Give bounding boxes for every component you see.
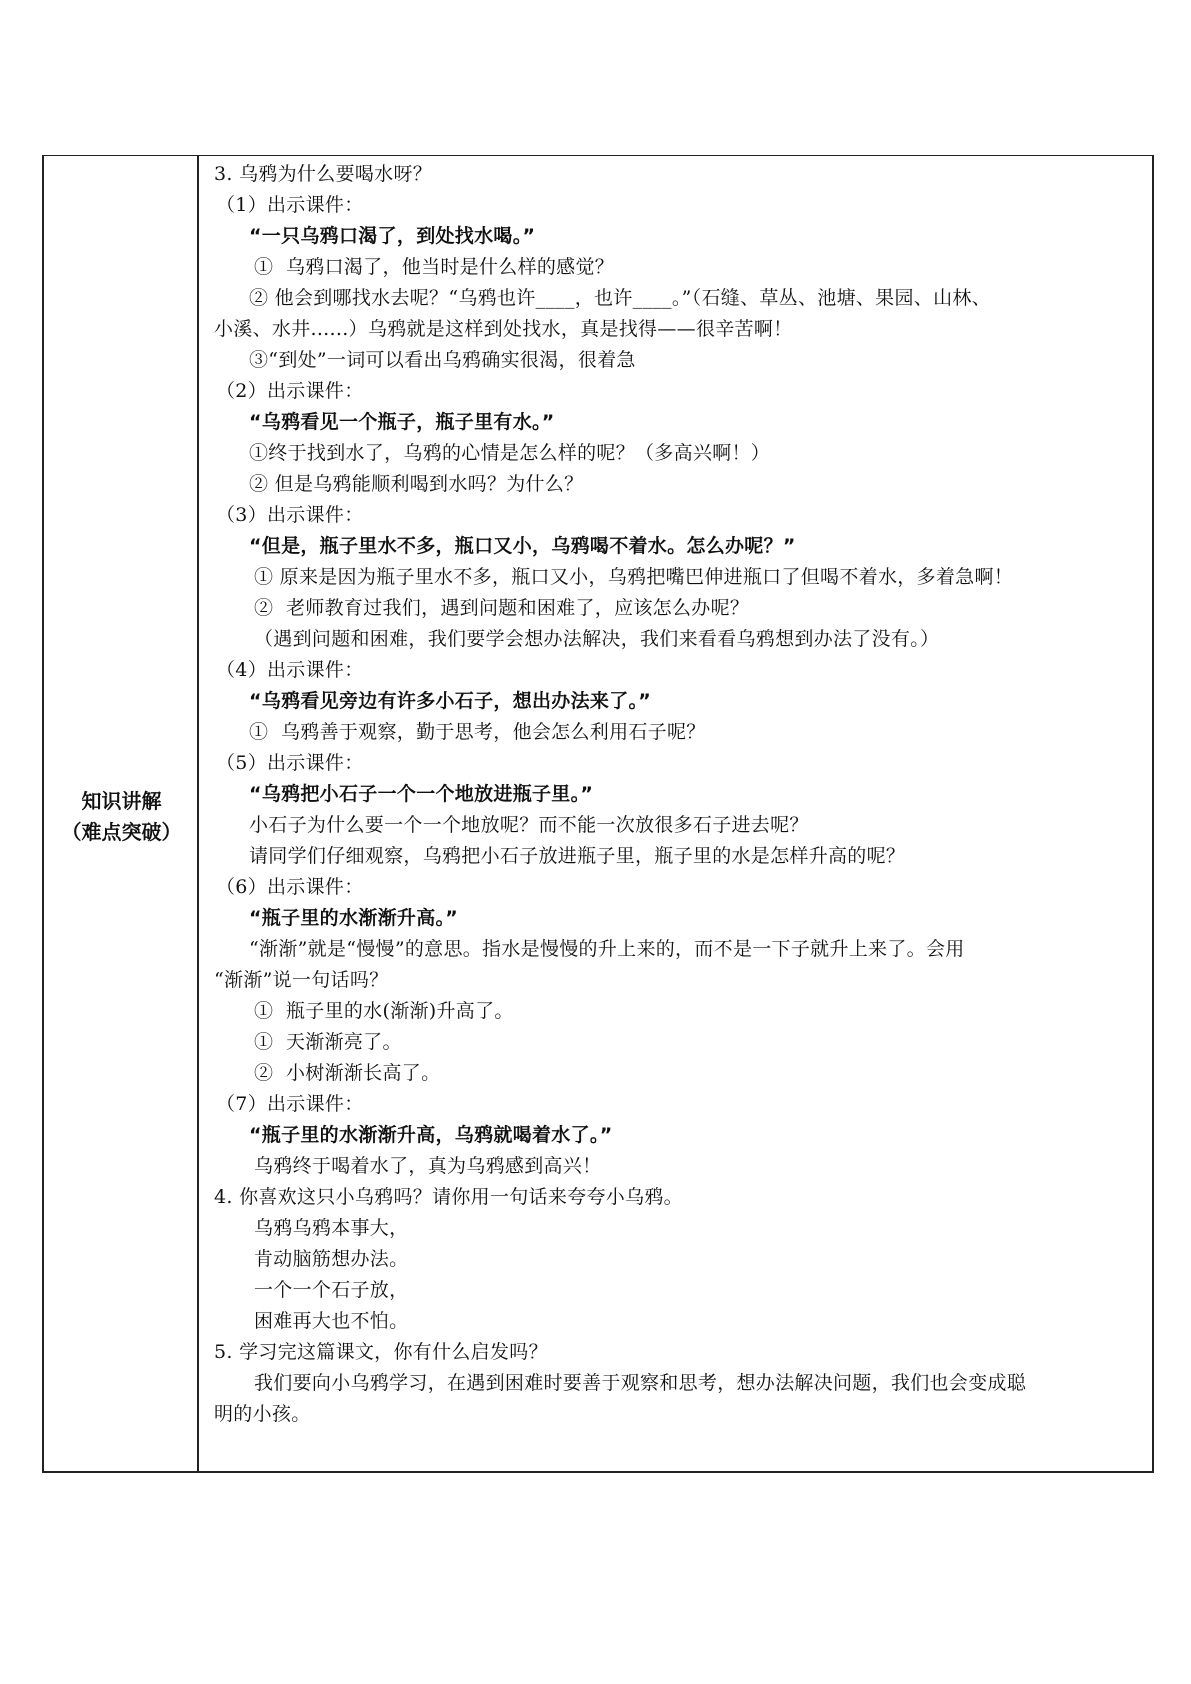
text-line: 小溪、水井......）乌鸦就是这样到处找水，真是找得——很辛苦啊！ <box>214 318 793 340</box>
text-line: ① 天渐渐亮了。 <box>254 1031 402 1053</box>
quote-line: “瓶子里的水渐渐升高，乌鸦就喝着水了。” <box>249 1124 613 1146</box>
text-line: ① 乌鸦善于观察，勤于思考，他会怎么利用石子呢？ <box>249 721 706 743</box>
text-line: （1）出示课件： <box>216 194 364 216</box>
section-label-line2: （难点突破） <box>61 820 182 844</box>
text-line: ③“到处”一词可以看出乌鸦确实很渴，很着急 <box>249 349 636 371</box>
text-line: “渐渐”说一句话吗？ <box>214 969 389 991</box>
lesson-table <box>42 155 1154 1473</box>
section-label <box>44 786 199 848</box>
quote-line: “乌鸦把小石子一个一个地放进瓶子里。” <box>249 783 594 805</box>
text-line: 乌鸦终于喝着水了，真为乌鸦感到高兴！ <box>254 1155 602 1177</box>
lesson-content <box>214 159 1144 1430</box>
text-line: 困难再大也不怕。 <box>254 1310 409 1332</box>
text-line: 明的小孩。 <box>214 1403 311 1425</box>
text-line: 乌鸦乌鸦本事大， <box>254 1217 409 1239</box>
section-label-line1: 知识讲解 <box>81 789 162 813</box>
text-line: ② 但是乌鸦能顺利喝到水吗？为什么？ <box>249 473 584 495</box>
text-line: 我们要向小乌鸦学习，在遇到困难时要善于观察和思考，想办法解决问题，我们也会变成聪 <box>254 1372 1027 1394</box>
text-line: （6）出示课件： <box>216 876 364 898</box>
text-line: （7）出示课件： <box>216 1093 364 1115</box>
text-line: 小石子为什么要一个一个地放呢？而不能一次放很多石子进去呢？ <box>249 814 809 836</box>
quote-line: “乌鸦看见一个瓶子，瓶子里有水。” <box>249 411 555 433</box>
text-line: “渐渐”就是“慢慢”的意思。指水是慢慢的升上来的，而不是一下子就升上来了。会用 <box>249 938 965 960</box>
text-line: （3）出示课件： <box>216 504 364 526</box>
text-line: 3. 乌鸦为什么要喝水呀？ <box>214 163 433 185</box>
text-line: ② 小树渐渐长高了。 <box>254 1062 441 1084</box>
text-line: （5）出示课件： <box>216 752 364 774</box>
text-line: （2）出示课件： <box>216 380 364 402</box>
text-line: （遇到问题和困难，我们要学会想办法解决，我们来看看乌鸦想到办法了没有。） <box>254 628 940 650</box>
text-line: ② 老师教育过我们，遇到问题和困难了，应该怎么办呢？ <box>254 597 750 619</box>
text-line: 肯动脑筋想办法。 <box>254 1248 409 1270</box>
quote-line: “一只乌鸦口渴了，到处找水喝。” <box>249 225 536 247</box>
text-line: （4）出示课件： <box>216 659 364 681</box>
text-line: 一个一个石子放， <box>254 1279 409 1301</box>
text-line: ①终于找到水了，乌鸦的心情是怎么样的呢？（多高兴啊！） <box>249 442 771 464</box>
text-line: 5. 学习完这篇课文，你有什么启发吗？ <box>214 1341 548 1363</box>
quote-line: “瓶子里的水渐渐升高。” <box>249 907 459 929</box>
text-line: ① 原来是因为瓶子里水不多，瓶口又小，乌鸦把嘴巴伸进瓶口了但喝不着水，多着急啊！ <box>254 566 1014 588</box>
text-line: 请同学们仔细观察，乌鸦把小石子放进瓶子里，瓶子里的水是怎样升高的呢？ <box>249 845 906 867</box>
text-line: 4. 你喜欢这只小乌鸦吗？请你用一句话来夸夸小乌鸦。 <box>214 1186 683 1208</box>
text-line: ① 乌鸦口渴了，他当时是什么样的感觉？ <box>254 256 615 278</box>
section-label-cell <box>44 156 199 1471</box>
text-line: ② 他会到哪找水去呢？“乌鸦也许____，也许____。”（石缝、草丛、池塘、果园、山林、 <box>249 287 991 309</box>
quote-line: “乌鸦看见旁边有许多小石子，想出办法来了。” <box>249 690 652 712</box>
quote-line: “但是，瓶子里水不多，瓶口又小，乌鸦喝不着水。怎么办呢？” <box>249 535 796 557</box>
text-line: ① 瓶子里的水(渐渐)升高了。 <box>254 1000 514 1022</box>
